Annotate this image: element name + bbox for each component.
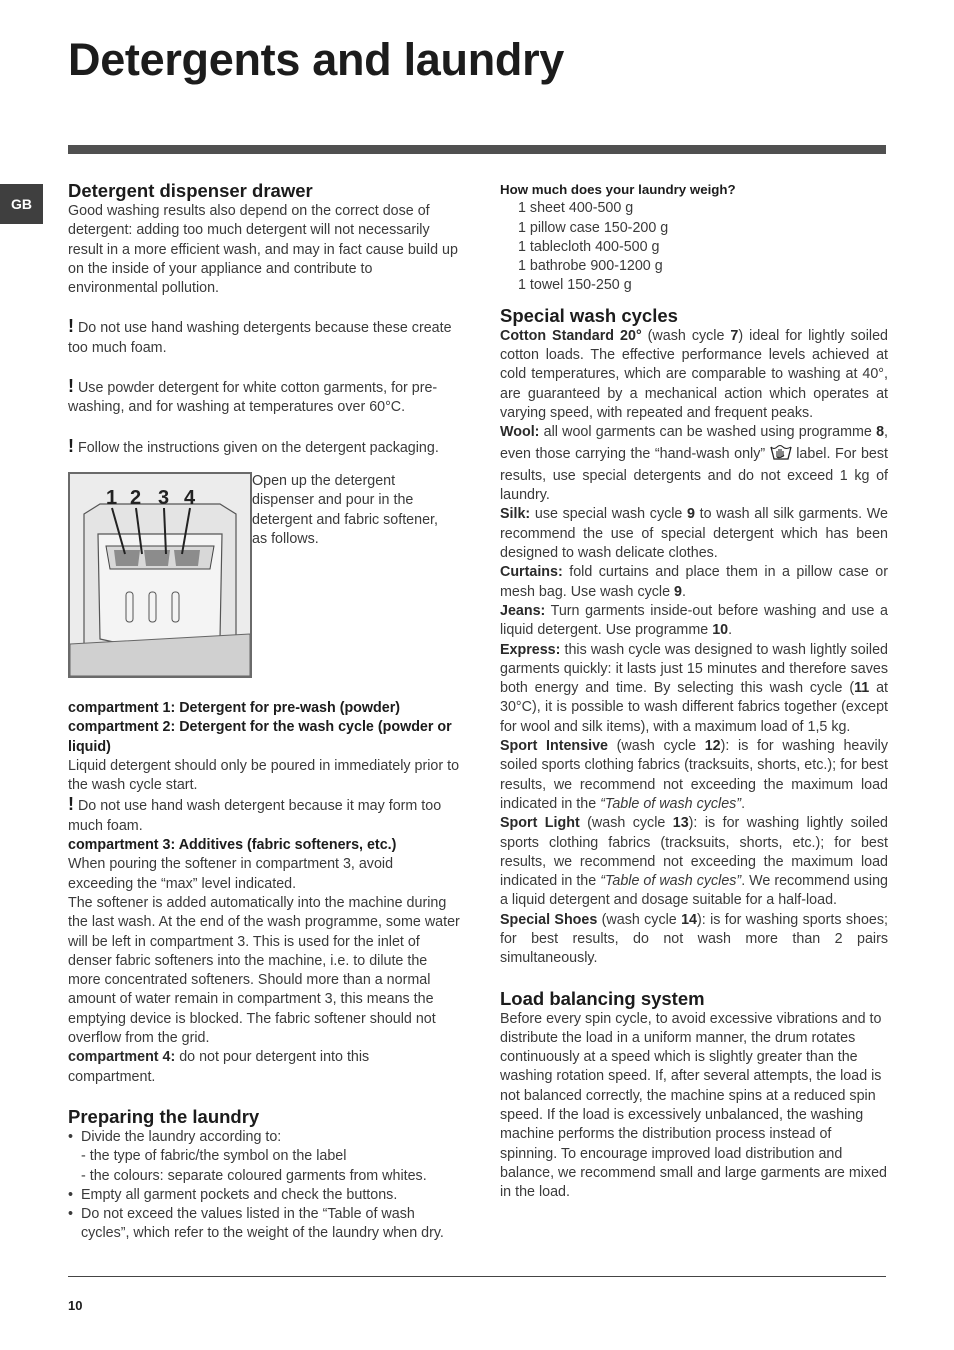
list-subitem: - the colours: separate coloured garments from whites.: [81, 1167, 427, 1184]
dispenser-drawer-illustration: [68, 472, 252, 678]
cycle-sport-light: Sport Light (wash cycle 13): is for washing lightly soiled sports clothing fabrics (tracksuits, shorts, etc.); for best results, we recommend not exceeding the maximum load indicated in the “Table of wash cycles”. We recommend using a liquid detergent and dosage suitable for a half-load.: [500, 815, 888, 909]
dispenser-intro: Good washing results also depend on the correct dose of detergent: adding too much detergent will not necessarily result in a more efficient wash, and may in fact cause build up on the inside of your appliance and contribute to environmental pollution.: [68, 203, 458, 297]
list-item: 1 towel 150-250 g: [518, 277, 632, 294]
page-title: Detergents and laundry: [68, 34, 565, 85]
cycle-silk: Silk: use special wash cycle 9 to wash all silk garments. We recommend the use of special detergent which has been designed to wash delicate clothes.: [500, 506, 888, 562]
cycle-wool: Wool: all wool garments can be washed using programme 8, even those carrying the “hand-wash only” label. For best results, use special detergents and do not exceed 1 kg of laundry.: [500, 424, 888, 504]
preparing-list: [68, 1128, 460, 1244]
compartment-2-text: Liquid detergent should only be poured in immediately prior to the wash cycle start.: [68, 757, 460, 794]
figure-label-3: 3: [158, 486, 170, 509]
left-column: [68, 180, 460, 1244]
right-column: [500, 180, 888, 1203]
warning-icon: !: [68, 794, 74, 815]
compartment-1-label: compartment 1: Detergent for pre-wash (powder): [68, 699, 401, 716]
footer-rule: [68, 1276, 886, 1277]
list-item: • Do not exceed the values listed in the “Table of wash cycles”, which refer to the weight of the laundry when dry.: [68, 1205, 460, 1244]
cycle-special-shoes: Special Shoes (wash cycle 14): is for washing sports shoes; for best results, do not wash more than 2 pairs simultaneously.: [500, 911, 888, 967]
compartment-3-text-2: The softener is added automatically into the machine during the last wash. At the end of the wash programme, some water will be left in compartment 3. This is used for the inlet of denser fabric softeners into the machine, i.e. to dilute the more concentrated softeners. Should more than a normal amount of water remain in compartment 3, this means the emptying device is blocked. The fabric softener should not overflow from the grid.: [68, 894, 460, 1047]
cycle-jeans: Jeans: Turn garments inside-out before washing and use a liquid detergent. Use programme 10.: [500, 602, 888, 639]
list-item: • Empty all garment pockets and check the buttons.: [68, 1186, 460, 1205]
list-item: 1 bathrobe 900-1200 g: [518, 258, 663, 275]
balancing-text: Before every spin cycle, to avoid excessive vibrations and to distribute the load in a uniform manner, the drum rotates continuously at a speed which is slightly greater than the washing rotation speed. If, after several attempts, the load is not balanced correctly, the machine spins at a reduced spin speed. If the load is excessively unbalanced, the washing machine performs the distribution process instead of spinning. To encourage improved load distribution and balance, we recommend small and large garments are mixed in the load.: [500, 1010, 887, 1201]
warning-icon: !: [68, 376, 74, 397]
special-heading: Special wash cycles: [500, 304, 678, 326]
figure-label-2: 2: [130, 486, 142, 509]
hand-wash-icon: [770, 443, 792, 467]
weigh-heading: How much does your laundry weigh?: [500, 182, 736, 197]
compartment-3-label: compartment 3: Additives (fabric softeners, etc.): [68, 837, 397, 854]
list-item: 1 pillow case 150-200 g: [518, 219, 669, 236]
weigh-list: [500, 199, 888, 295]
compartment-2-label: compartment 2: Detergent for the wash cycle (powder or liquid): [68, 719, 452, 755]
preparing-heading: Preparing the laundry: [68, 1105, 260, 1127]
cycle-curtains: Curtains: fold curtains and place them in a pillow case or mesh bag. Use wash cycle 9.: [500, 564, 888, 600]
balancing-heading: Load balancing system: [500, 987, 705, 1009]
figure-label-1: 1: [106, 486, 118, 509]
cycle-sport-intensive: Sport Intensive (wash cycle 12): is for washing heavily soiled sports clothing fabrics (tracksuits, shorts, etc.); for best results, we recommend not exceeding the maximum load indicated in the “Table of wash cycles”.: [500, 738, 888, 812]
page-number: 10: [68, 1298, 83, 1313]
figure-label-4: 4: [184, 486, 196, 509]
language-tab: GB: [0, 184, 43, 224]
warning-2: ! Use powder detergent for white cotton garments, for pre-washing, and for washing at temperatures over 60°C.: [68, 376, 438, 416]
list-item: 1 sheet 400-500 g: [518, 200, 634, 217]
list-item: • Divide the laundry according to: - the type of fabric/the symbol on the label - the colours: separate coloured garments from whites.: [68, 1128, 460, 1186]
warning-1: ! Do not use hand washing detergents because these create too much foam.: [68, 316, 452, 356]
warning-icon: !: [68, 435, 74, 456]
list-item: 1 tablecloth 400-500 g: [518, 238, 660, 255]
dispenser-heading: Detergent dispenser drawer: [68, 180, 313, 201]
compartment-3-text-1: When pouring the softener in compartment 3, avoid exceeding the “max” level indicated.: [68, 856, 394, 892]
figure-caption: Open up the detergent dispenser and pour in the detergent and fabric softener, as follows.: [252, 472, 438, 547]
cycle-express: Express: this wash cycle was designed to wash lightly soiled garments quickly: it lasts just 15 minutes and therefore saves both energy and time. By selecting this wash cycle (11 at 30°C), it is possible to wash different fabrics together (except for wool and silk items), with a maximum load of 1,5 kg.: [500, 641, 888, 735]
title-rule: [68, 145, 886, 154]
warning-icon: !: [68, 316, 74, 337]
warning-3: ! Follow the instructions given on the detergent packaging.: [68, 435, 439, 456]
list-subitem: - the type of fabric/the symbol on the label: [81, 1148, 347, 1165]
cycle-cotton: Cotton Standard 20° (wash cycle 7) ideal for lightly soiled cotton loads. The effective performance levels achieved at cold temperatures, which are comparable to washing at 40°, are guaranteed by a mechanical action which operates at varying speed, with repeated and frequent peaks.: [500, 327, 888, 421]
compartment-2-warning: ! Do not use hand wash detergent because it may form too much foam.: [68, 794, 442, 834]
compartment-4-text: compartment 4: do not pour detergent into this compartment.: [68, 1049, 370, 1085]
